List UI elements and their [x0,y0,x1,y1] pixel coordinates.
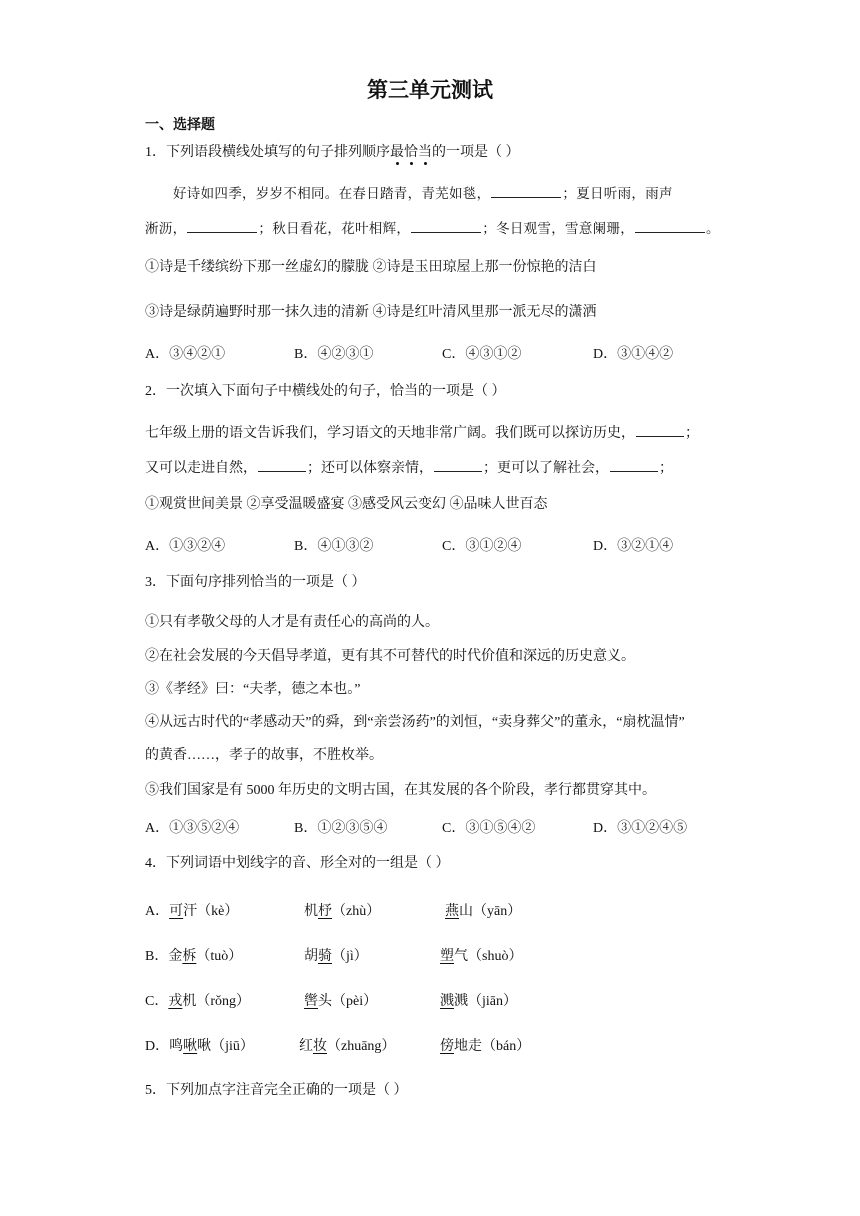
question-3-sentence-5: ⑤我们国家是有 5000 年历史的文明古国，在其发展的各个阶段，孝行都贯穿其中。 [145,783,656,798]
option-c[interactable]: C．④③①② [442,347,522,362]
answer-blank [491,183,561,198]
answer-blank [411,218,481,233]
answer-blank [187,218,257,233]
question-1-items-line-1: ①诗是千缕缤纷下那一丝虚幻的朦胧 ②诗是玉田琼屋上那一份惊艳的洁白 [145,260,597,275]
option-b[interactable]: B．④①③② [294,539,374,554]
option-a[interactable]: A．①③⑤②④ [145,821,240,836]
answer-blank [610,457,658,472]
answer-blank [636,422,684,437]
answer-blank [434,457,482,472]
question-3-sentence-4: ④从远古时代的“孝感动天”的舜，到“亲尝汤药”的刘恒，“卖身葬父”的董永，“扇枕温情” [145,715,685,730]
question-2-items: ①观赏世间美景 ②享受温暖盛宴 ③感受风云变幻 ④品味人世百态 [145,497,548,512]
page-title: 第三单元测试 [367,78,493,102]
answer-blank [635,218,705,233]
question-3-stem: 3．下面句序排列恰当的一项是（ ） [145,575,366,590]
question-2-sentence-line-1: 七年级上册的语文告诉我们，学习语文的天地非常广阔。我们既可以探访历史， ； [145,422,699,444]
option-d[interactable]: D．③①④② [593,347,674,362]
option-c[interactable]: C．③①②④ [442,539,522,554]
question-2-stem: 2．一次填入下面句子中横线处的句子，恰当的一项是（ ） [145,384,506,399]
question-1-passage-line-2: 淅沥， ；秋日看花，花叶相辉， ；冬日观雪，雪意阑珊， 。 [145,218,720,239]
exam-page: 第三单元测试 一、选择题 1．下列语段横线处填写的句子排列顺序最恰当的一项是（ ） 好诗如四季，岁岁不相同。在春日踏青，青芜如毯， ；夏日听雨，雨声 淅沥， ；秋日看花，花叶相辉， ；冬日观雪，雪意阑珊， 。 ①诗是千缕缤纷下那一丝虚幻的朦胧 ②诗是玉田琼屋上那一份惊艳的洁白 ③诗是绿荫遍野时那一抹久违的清新 ④诗是红叶清风里那一派无尽的潇洒 A．③④②① B．④②③① C．④③①② D．③①④② 2．一次填入下面句子中横线处的句子，恰当的一项是（ ） 七年级上册的语文告诉我们，学习语文的天地非常广阔。我们既可以探访历史， ； 又可以走进自然， ；还可以体察亲情， ；更可以了解社会， ； ①观赏世间美景 ②享受温暖盛宴 ③感受风云变幻 ④品味人世百态 A．①③②④ B．④①③② C．③①②④ D．③②①④ 3．下面句序排列恰当的一项是（ ） ①只有孝敬父母的人才是有责任心的高尚的人。 ②在社会发展的今天倡导孝道，更有其不可替代的时代价值和深远的历史意义。 ③《孝经》曰：“夫孝，德之本也。” ④从远古时代的“孝感动天”的舜，到“亲尝汤药”的刘恒，“卖身葬父”的董永，“扇枕温情” 的黄香……，孝子的故事，不胜枚举。 ⑤我们国家是有 5000 年历史的文明古国，在其发展的各个阶段，孝行都贯穿其中。 A．①③⑤②④ B．①②③⑤④ C．③①⑤④② D．③①②④⑤ 4．下列词语中划线字的音、形全对的一组是（ ） A．可汗（kè） 机杼（zhù） 燕山（yān） B．金柝（tuò） 胡骑（jì） 塑气（shuò） C．戎机（rǒng） 辔头（pèi） 溅溅（jiān） D．鸣啾啾（jiū） 红妆（zhuāng） 傍地走（bán） 5．下列加点字注音完全正确的一项是（ ） [0,0,860,1216]
option-a[interactable]: A．①③②④ [145,539,226,554]
question-5-stem: 5．下列加点字注音完全正确的一项是（ ） [145,1083,408,1098]
question-3-sentence-1: ①只有孝敬父母的人才是有责任心的高尚的人。 [145,615,439,630]
option-d[interactable]: D．③②①④ [593,539,674,554]
option-d[interactable]: D．③①②④⑤ [593,821,688,836]
question-3-sentence-3: ③《孝经》曰：“夫孝，德之本也。” [145,682,361,697]
question-1-passage-line-1: 好诗如四季，岁岁不相同。在春日踏青，青芜如毯， ；夏日听雨，雨声 [173,183,673,204]
option-b[interactable]: B．①②③⑤④ [294,821,388,836]
question-3-sentence-2: ②在社会发展的今天倡导孝道，更有其不可替代的时代价值和深远的历史意义。 [145,649,635,664]
question-1-stem: 1．下列语段横线处填写的句子排列顺序最恰当的一项是（ ） [145,145,520,160]
question-4-stem: 4．下列词语中划线字的音、形全对的一组是（ ） [145,856,450,871]
option-c[interactable]: C．③①⑤④② [442,821,536,836]
section-heading: 一、选择题 [145,117,215,133]
option-a[interactable]: A．③④②① [145,347,226,362]
question-2-sentence-line-2: 又可以走进自然， ；还可以体察亲情， ；更可以了解社会， ； [145,457,673,479]
option-b[interactable]: B．④②③① [294,347,374,362]
answer-blank [258,457,306,472]
question-3-sentence-4-continued: 的黄香……，孝子的故事，不胜枚举。 [145,748,383,763]
question-1-items-line-2: ③诗是绿荫遍野时那一抹久违的清新 ④诗是红叶清风里那一派无尽的潇洒 [145,305,597,320]
